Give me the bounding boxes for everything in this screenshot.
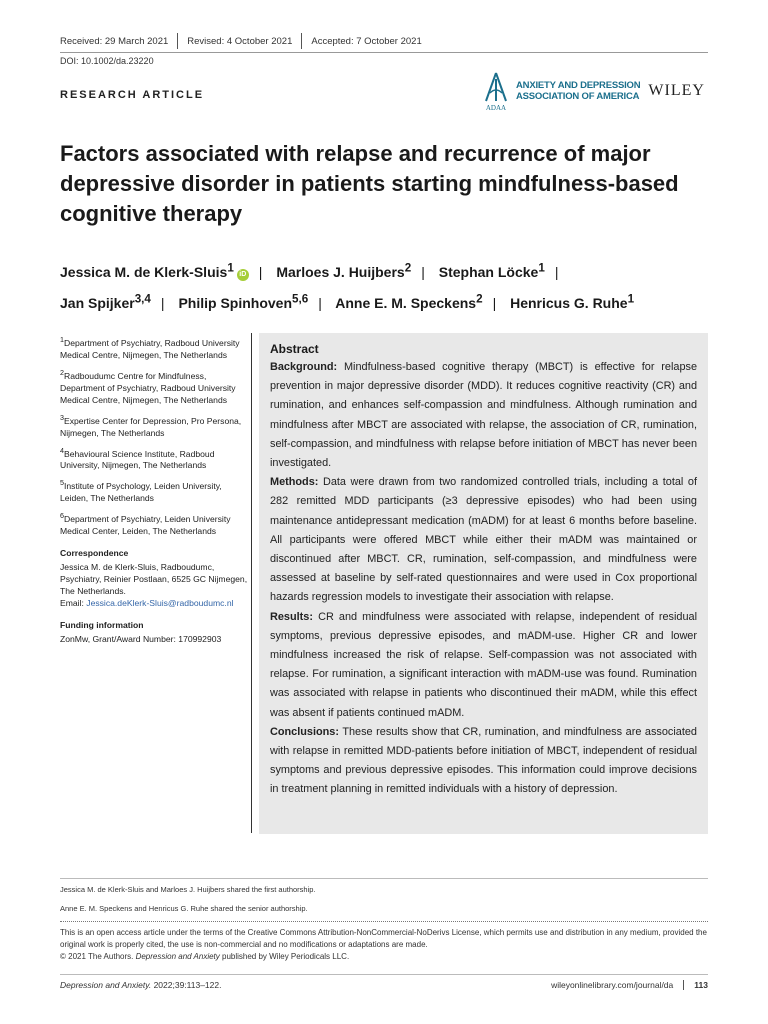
affiliation: $^1$Department of Psychiatry, Radboud University Medical Centre, Nijmegen, The Netherlands bbox=[60, 336, 240, 360]
license-rule bbox=[60, 921, 708, 922]
column-divider bbox=[251, 333, 252, 833]
author[interactable]: Philip Spinhoven$^{5,6}$ bbox=[178, 292, 309, 312]
adaa-logo-icon bbox=[482, 71, 510, 111]
orcid-icon[interactable]: iD bbox=[237, 269, 249, 281]
revised-date: Revised: 4 October 2021 bbox=[187, 36, 293, 47]
author[interactable]: Stephan Löcke$^1$ bbox=[438, 261, 545, 280]
author[interactable]: Anne E. M. Speckens$^2$ bbox=[335, 292, 483, 312]
journal-logo[interactable] bbox=[482, 71, 705, 111]
affiliation: $^5$Institute of Psychology, Leiden University, Leiden, The Netherlands bbox=[60, 479, 222, 504]
abstract-results: Results: CR and mindfulness were associated with relapse, independent of residual symptoms, previous depressive episodes, and mADM-use. Higher CR and lower mindfulness increased the risk of relapse. Self-compassion was not associated with relapse. For rumination, a significant interaction with mADM-use was found. Rumination was associated with relapse in patients who discontinued their mADM, while this effect was absent if patients continued mADM. bbox=[270, 610, 697, 719]
footnote-first-authorship: Jessica M. de Klerk-Sluis and Marloes J. Huijbers shared the first authorship. bbox=[60, 885, 316, 894]
affiliation: $^2$Radboudumc Centre for Mindfulness, Department of Psychiatry, Radboud University Medical Centre, Nijmegen, The Netherlands bbox=[60, 368, 236, 405]
journal-citation: Depression and Anxiety. 2022;39:113–122. bbox=[60, 980, 222, 990]
article-dates bbox=[60, 36, 431, 49]
doi[interactable]: DOI: 10.1002/da.23220 bbox=[60, 56, 154, 66]
funding-text: ZonMw, Grant/Award Number: 170992903 bbox=[60, 634, 222, 645]
section-label: RESEARCH ARTICLE bbox=[60, 89, 205, 101]
abstract-background: Background: Mindfulness-based cognitive therapy (MBCT) is effective for relapse prevention in major depressive disorder (MDD). It reduces cognitive reactivity (CR) and rumination, and enhances self-compassion and mindfulness. Although rumination and mindfulness after MBCT are associated with relapse, the association of CR, rumination, self-compassion, and mindfulness with relapse before initiation of MBCT has never been investigated. bbox=[270, 361, 697, 470]
author-list: Jessica M. de Klerk-Sluis$^1$iD | Marloes J. Huijbers$^2$ | Stephan Löcke$^1$ | Jan Spijker$^{3,4}$ | Philip Spinhoven$^{5,6}$ | Anne E. M. Speckens$^2$ | Henricus G. Ruhe$^1$ bbox=[60, 261, 635, 312]
footnote-senior-authorship: Anne E. M. Speckens and Henricus G. Ruhe shared the senior authorship. bbox=[60, 904, 308, 913]
footnote-rule bbox=[60, 878, 708, 879]
email-link[interactable]: Jessica.deKlerk-Sluis@radboudumc.nl bbox=[86, 598, 234, 609]
author[interactable]: Jan Spijker$^{3,4}$ bbox=[60, 292, 151, 312]
page-number: 113 bbox=[683, 980, 708, 990]
affiliation: $^3$Expertise Center for Depression, Pro Persona, Nijmegen, The Netherlands bbox=[60, 413, 242, 438]
author[interactable]: Jessica M. de Klerk-Sluis$^1$iD bbox=[60, 264, 249, 280]
header-rule bbox=[60, 52, 708, 53]
affiliations-column bbox=[60, 334, 248, 651]
article-title: Factors associated with relapse and recurrence of major depressive disorder in patients starting mindfulness-based cognitive therapy bbox=[60, 141, 679, 226]
accepted-date: Accepted: 7 October 2021 bbox=[311, 36, 422, 47]
logo-org-name: ANXIETY AND DEPRESSION ASSOCIATION OF AMERICA bbox=[516, 80, 641, 102]
author[interactable]: Henricus G. Ruhe$^1$ bbox=[510, 292, 635, 312]
adaa-logo-text: ADAA bbox=[485, 104, 507, 111]
author[interactable]: Marloes J. Huijbers$^2$ bbox=[276, 261, 412, 280]
journal-url[interactable]: wileyonlinelibrary.com/journal/da bbox=[551, 980, 674, 990]
abstract-conclusions: Conclusions: These results show that CR, rumination, and mindfulness are associated with relapse in remitted MDD-patients before initiation of MBCT, independent of residual symptoms and previous depressive episodes. This information could improve decisions in treatment planning in remitted individuals with a history of depression. bbox=[270, 725, 697, 796]
license-text: This is an open access article under the terms of the Creative Commons Attribution-NonCommercial-NoDerivs License, which permits use and distribution in any medium, provided the original work is properly cited, the use is non-commercial and no modifications or adaptations are made. © 2021 The Authors. Depression and Anxiety published by Wiley Periodicals LLC. bbox=[60, 928, 707, 961]
footer-rule bbox=[60, 974, 708, 975]
abstract-heading: Abstract bbox=[270, 342, 319, 356]
footer-right bbox=[551, 980, 708, 990]
affiliation: $^4$Behavioural Science Institute, Radboud University, Nijmegen, The Netherlands bbox=[60, 446, 215, 471]
abstract-methods: Methods: Data were drawn from two randomized controlled trials, including a total of 282 remitted MDD participants (≥3 depressive episodes) who had been using maintenance antidepressant medication (mADM) for at least 6 months before baseline. All participants were offered MBCT while either their mADM was maintained or discontinued after MBCT. CR, rumination, self-compassion, and mindfulness were assessed at baseline by self-rated questionnaires and were used in Cox proportional hazards regression models to investigate their association with relapse. bbox=[270, 476, 697, 604]
affiliation: $^6$Department of Psychiatry, Leiden University Medical Center, Leiden, The Netherlands bbox=[60, 512, 231, 537]
correspondence-heading: Correspondence bbox=[60, 548, 129, 559]
received-date: Received: 29 March 2021 bbox=[60, 36, 169, 47]
correspondence-text: Jessica M. de Klerk-Sluis, Radboudumc, Psychiatry, Reinier Postlaan, 6525 GC Nijmegen, The Netherlands. Email: Jessica.deKlerk-Sluis@radboudumc.nl bbox=[60, 562, 248, 609]
publisher-name: WILEY bbox=[648, 82, 705, 99]
funding-heading: Funding information bbox=[60, 620, 144, 631]
abstract-box bbox=[259, 333, 708, 834]
